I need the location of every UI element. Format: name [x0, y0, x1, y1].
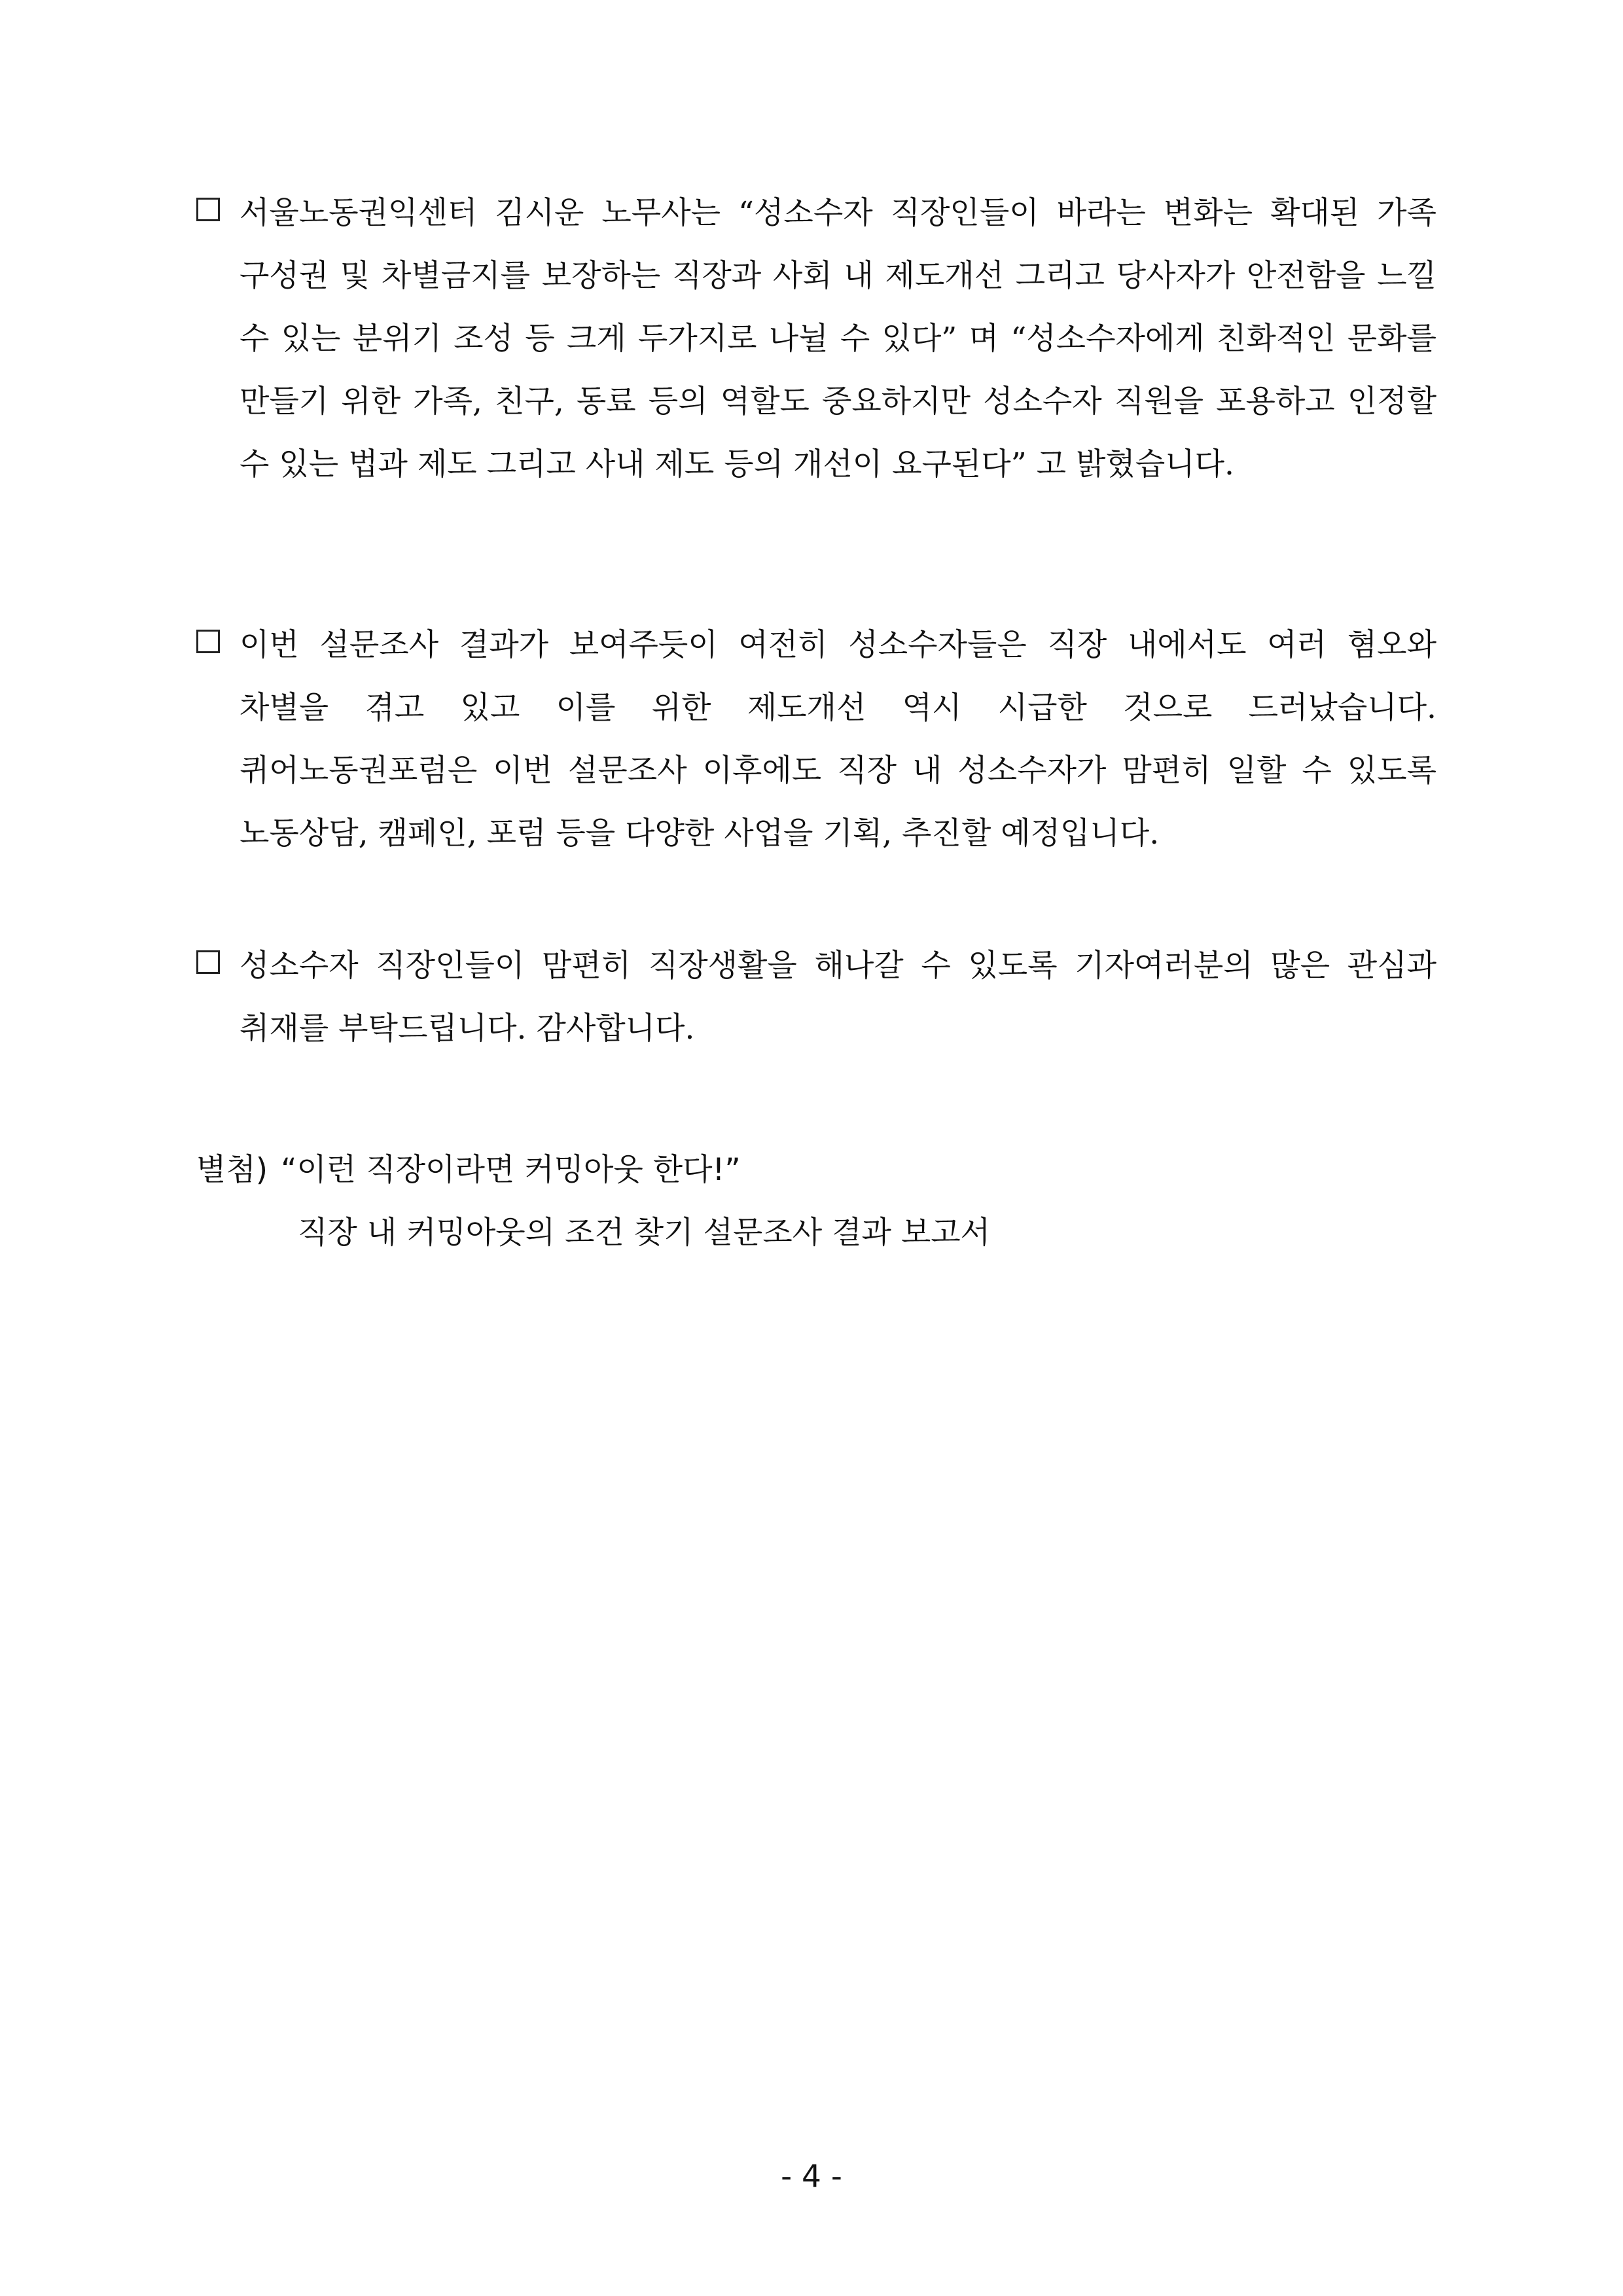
page-number: - 4 -	[781, 2159, 842, 2195]
attachment-heading	[196, 1139, 1436, 1202]
checkbox-bullet-icon	[196, 950, 220, 974]
paragraph-lawyer-statement	[196, 182, 1436, 496]
paragraph-text: 서울노동권익센터 김시운 노무사는 “성소수자 직장인들이 바라는 변화는 확대된 가족 구성권 및 차별금지를 보장하는 직장과 사회 내 제도개선 그리고 당사자가 안전함을 느낄 수 있는 분위기 조성 등 크게 두가지로 나뉠 수 있다” 며 “성소수자에게 친화적인 문화를 만들기 위한 가족, 친구, 동료 등의 역할도 중요하지만 성소수자 직원을 포용하고 인정할 수 있는 법과 제도 그리고 사내 제도 등의 개선이 요구된다” 고 밝혔습니다.	[240, 195, 1436, 482]
paragraph-request-coverage	[196, 935, 1436, 1060]
paragraph-survey-results	[196, 614, 1436, 865]
attachment-subtitle: 직장 내 커밍아웃의 조건 찾기 설문조사 결과 보고서	[298, 1215, 991, 1251]
paragraph-text: 이번 설문조사 결과가 보여주듯이 여전히 성소수자들은 직장 내에서도 여러 혐오와 차별을 겪고 있고 이를 위한 제도개선 역시 시급한 것으로 드러났습니다. 퀴어노동권포럼은 이번 설문조사 이후에도 직장 내 성소수자가 맘편히 일할 수 있도록 노동상담, 캠페인, 포럼 등을 다양한 사업을 기획, 추진할 예정입니다.	[240, 627, 1436, 852]
paragraph-text: 성소수자 직장인들이 맘편히 직장생활을 해나갈 수 있도록 기자여러분의 많은 관심과 취재를 부탁드립니다. 감사합니다.	[240, 948, 1436, 1047]
attachment-label: 별첨)	[196, 1152, 268, 1188]
checkbox-bullet-icon	[196, 630, 220, 653]
attachment-title: “이런 직장이라면 커밍아웃 한다!”	[281, 1152, 741, 1188]
checkbox-bullet-icon	[196, 198, 220, 221]
